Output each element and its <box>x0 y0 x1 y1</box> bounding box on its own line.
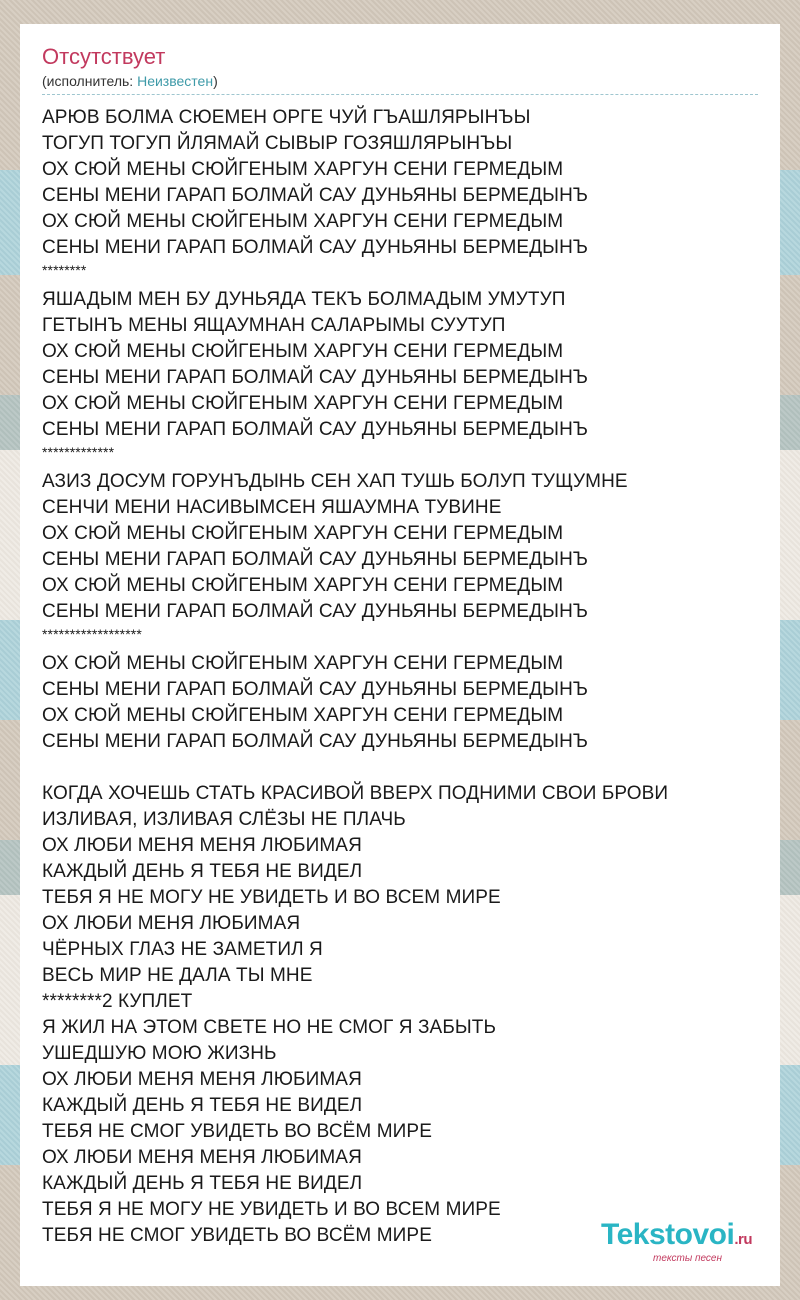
lyric-line: СЕНЫ МЕНИ ГАРАП БОЛМАЙ САУ ДУНЬЯНЫ БЕРМЕДЫНЪ <box>42 601 589 622</box>
lyric-line: ВЕСЬ МИР НЕ ДАЛА ТЫ МНЕ <box>42 965 313 986</box>
verse-separator: ******** <box>42 262 87 278</box>
lyric-line: ТЕБЯ Я НЕ МОГУ НЕ УВИДЕТЬ И ВО ВСЕМ МИРЕ <box>42 1199 501 1220</box>
lyric-line: КОГДА ХОЧЕШЬ СТАТЬ КРАСИВОЙ ВВЕРХ ПОДНИМИ СВОИ БРОВИ <box>42 783 669 804</box>
lyric-line: КАЖДЫЙ ДЕНЬ Я ТЕБЯ НЕ ВИДЕЛ <box>42 1095 363 1116</box>
blank-line <box>42 755 780 781</box>
lyric-line: ОХ СЮЙ МЕНЫ СЮЙГЕНЫМ ХАРГУН СЕНИ ГЕРМЕДЫМ <box>42 705 564 726</box>
lyric-line: ТОГУП ТОГУП ЙЛЯМАЙ СЫВЫР ГОЗЯШЛЯРЫНЪЫ <box>42 133 513 154</box>
lyric-line: ОХ ЛЮБИ МЕНЯ МЕНЯ ЛЮБИМАЯ <box>42 835 362 856</box>
lyric-line: АРЮВ БОЛМА СЮЕМЕН ОРГЕ ЧУЙ ГЪАШЛЯРЫНЪЫ <box>42 107 531 128</box>
lyric-line: ОХ СЮЙ МЕНЫ СЮЙГЕНЫМ ХАРГУН СЕНИ ГЕРМЕДЫМ <box>42 393 564 414</box>
lyric-line: ОХ СЮЙ МЕНЫ СЮЙГЕНЫМ ХАРГУН СЕНИ ГЕРМЕДЫМ <box>42 341 564 362</box>
lyrics-text <box>42 105 780 1249</box>
logo-name: Tekstovoi <box>601 1218 735 1251</box>
artist-link[interactable]: Неизвестен <box>137 73 214 89</box>
lyric-line: СЕНЫ МЕНИ ГАРАП БОЛМАЙ САУ ДУНЬЯНЫ БЕРМЕДЫНЪ <box>42 679 589 700</box>
lyric-line: ТЕБЯ Я НЕ МОГУ НЕ УВИДЕТЬ И ВО ВСЕМ МИРЕ <box>42 887 501 908</box>
lyric-line: КАЖДЫЙ ДЕНЬ Я ТЕБЯ НЕ ВИДЕЛ <box>42 1173 363 1194</box>
site-logo[interactable] <box>601 1219 752 1264</box>
lyric-line: АЗИЗ ДОСУМ ГОРУНЪДЫНЬ СЕН ХАП ТУШЬ БОЛУП ТУЩУМНЕ <box>42 471 628 492</box>
lyric-line: ОХ ЛЮБИ МЕНЯ МЕНЯ ЛЮБИМАЯ <box>42 1147 362 1168</box>
lyrics-card <box>20 24 780 1286</box>
logo-tld: .ru <box>734 1231 752 1248</box>
lyric-line: ОХ СЮЙ МЕНЫ СЮЙГЕНЫМ ХАРГУН СЕНИ ГЕРМЕДЫМ <box>42 653 564 674</box>
song-header <box>20 24 780 90</box>
lyric-line: ОХ ЛЮБИ МЕНЯ ЛЮБИМАЯ <box>42 913 301 934</box>
lyric-line: СЕНЫ МЕНИ ГАРАП БОЛМАЙ САУ ДУНЬЯНЫ БЕРМЕДЫНЪ <box>42 731 589 752</box>
lyric-line: СЕНЫ МЕНИ ГАРАП БОЛМАЙ САУ ДУНЬЯНЫ БЕРМЕДЫНЪ <box>42 367 589 388</box>
song-title: Отсутствует <box>42 44 166 69</box>
lyric-line: ********2 КУПЛЕТ <box>42 991 193 1012</box>
lyric-line: ОХ ЛЮБИ МЕНЯ МЕНЯ ЛЮБИМАЯ <box>42 1069 362 1090</box>
lyric-line: СЕНЫ МЕНИ ГАРАП БОЛМАЙ САУ ДУНЬЯНЫ БЕРМЕДЫНЪ <box>42 419 589 440</box>
lyric-line: КАЖДЫЙ ДЕНЬ Я ТЕБЯ НЕ ВИДЕЛ <box>42 861 363 882</box>
lyric-line: СЕНЫ МЕНИ ГАРАП БОЛМАЙ САУ ДУНЬЯНЫ БЕРМЕДЫНЪ <box>42 185 589 206</box>
lyric-line: ТЕБЯ НЕ СМОГ УВИДЕТЬ ВО ВСЁМ МИРЕ <box>42 1225 432 1246</box>
lyric-line: ОХ СЮЙ МЕНЫ СЮЙГЕНЫМ ХАРГУН СЕНИ ГЕРМЕДЫМ <box>42 159 564 180</box>
lyric-line: СЕНЫ МЕНИ ГАРАП БОЛМАЙ САУ ДУНЬЯНЫ БЕРМЕДЫНЪ <box>42 237 589 258</box>
lyric-line: СЕНЧИ МЕНИ НАСИВЫМСЕН ЯШАУМНА ТУВИНЕ <box>42 497 502 518</box>
lyric-line: ОХ СЮЙ МЕНЫ СЮЙГЕНЫМ ХАРГУН СЕНИ ГЕРМЕДЫМ <box>42 523 564 544</box>
lyric-line: ЯШАДЫМ МЕН БУ ДУНЬЯДА ТЕКЪ БОЛМАДЫМ УМУТУП <box>42 289 566 310</box>
lyric-line: ОХ СЮЙ МЕНЫ СЮЙГЕНЫМ ХАРГУН СЕНИ ГЕРМЕДЫМ <box>42 211 564 232</box>
artist-prefix: (исполнитель: <box>42 73 138 89</box>
lyric-line: УШЕДШУЮ МОЮ ЖИЗНЬ <box>42 1043 277 1064</box>
lyric-line: Я ЖИЛ НА ЭТОМ СВЕТЕ НО НЕ СМОГ Я ЗАБЫТЬ <box>42 1017 497 1038</box>
lyric-line: ОХ СЮЙ МЕНЫ СЮЙГЕНЫМ ХАРГУН СЕНИ ГЕРМЕДЫМ <box>42 575 564 596</box>
artist-line <box>42 72 780 90</box>
lyric-line: ЧЁРНЫХ ГЛАЗ НЕ ЗАМЕТИЛ Я <box>42 939 323 960</box>
lyric-line: ТЕБЯ НЕ СМОГ УВИДЕТЬ ВО ВСЁМ МИРЕ <box>42 1121 432 1142</box>
logo-tagline: тексты песен <box>653 1253 722 1264</box>
lyric-line: ГЕТЫНЪ МЕНЫ ЯЩАУМНАН САЛАРЫМЫ СУУТУП <box>42 315 506 336</box>
header-divider <box>42 94 758 95</box>
lyric-line: СЕНЫ МЕНИ ГАРАП БОЛМАЙ САУ ДУНЬЯНЫ БЕРМЕДЫНЪ <box>42 549 589 570</box>
lyric-line: ИЗЛИВАЯ, ИЗЛИВАЯ СЛЁЗЫ НЕ ПЛАЧЬ <box>42 809 406 830</box>
artist-suffix: ) <box>213 73 218 89</box>
verse-separator: ************* <box>42 444 115 460</box>
verse-separator: ****************** <box>42 626 142 642</box>
